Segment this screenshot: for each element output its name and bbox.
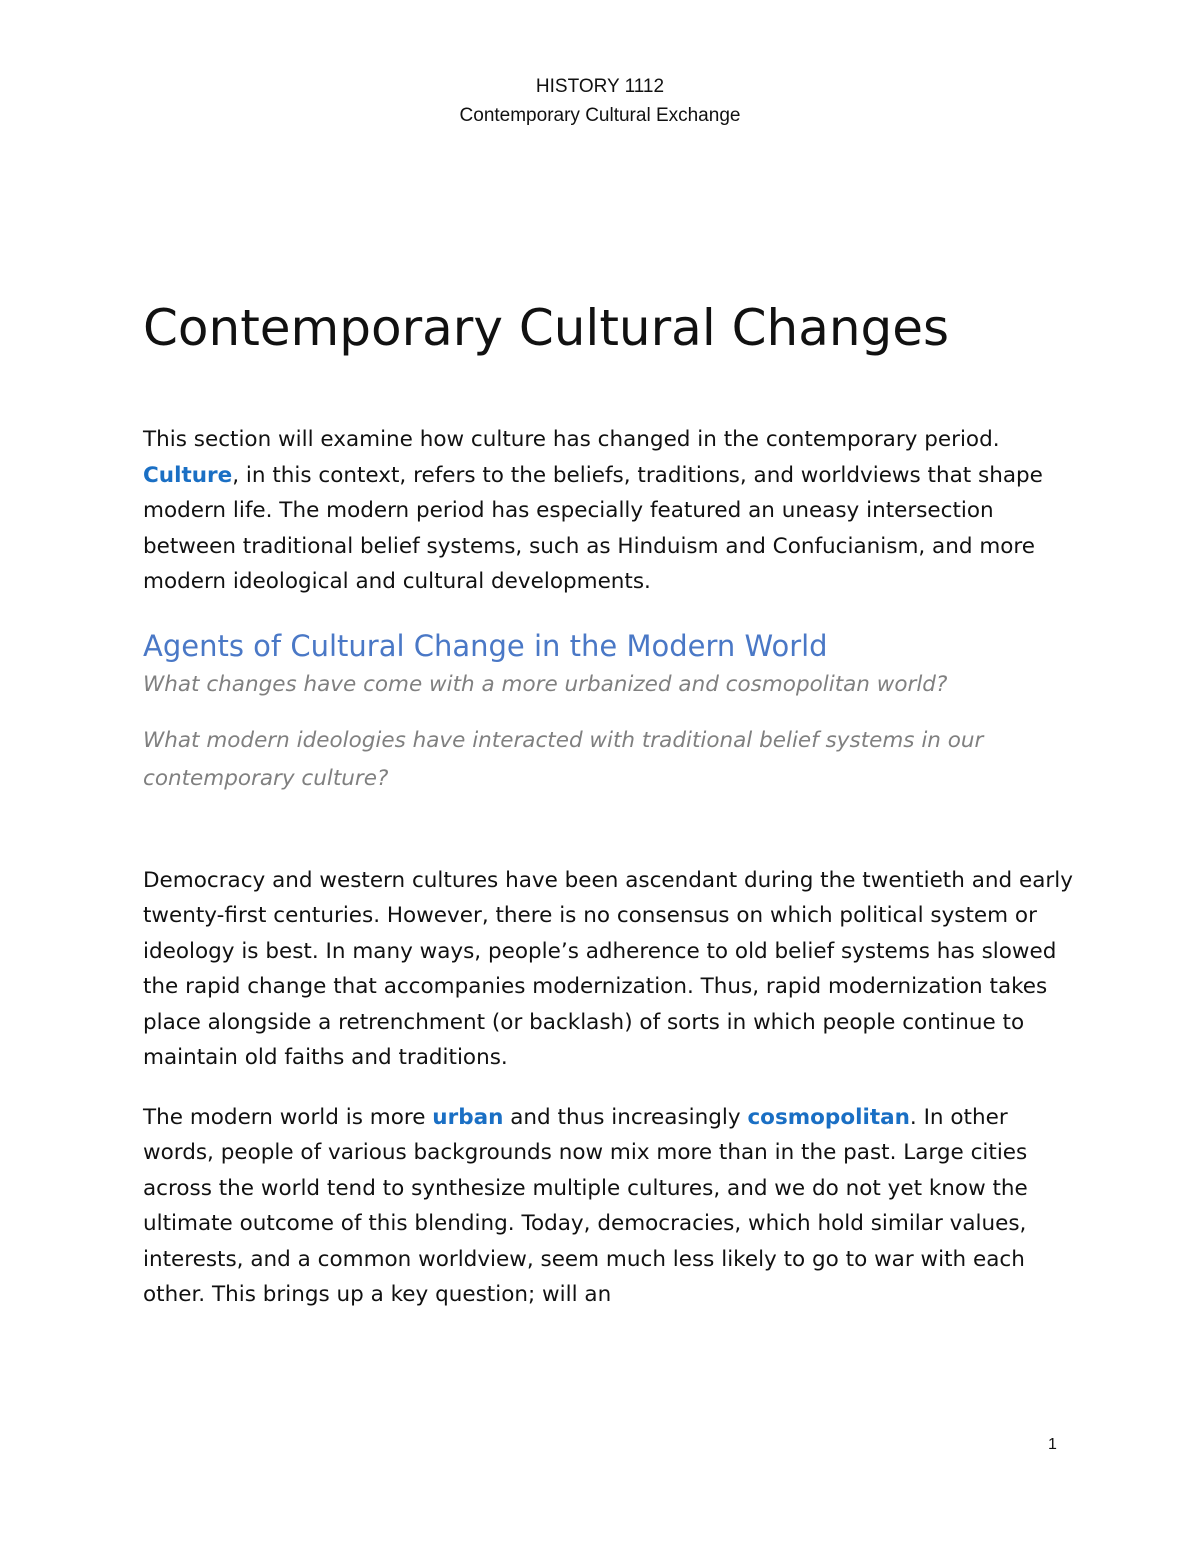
guiding-question-2: What modern ideologies have interacted with traditional belief systems in our contemporary culture?	[143, 727, 984, 791]
term-culture: Culture	[143, 462, 233, 488]
intro-paragraph	[143, 422, 1073, 600]
term-cosmopolitan: cosmopolitan	[747, 1104, 910, 1130]
intro-text-2: , in this context, refers to the beliefs, traditions, and worldviews that shape modern life. The modern period has especially featured an uneasy intersection between traditional belief systems, such as Hinduism and Confucianism, and more modern ideological and cultural developments.	[143, 462, 1043, 594]
page-header	[0, 72, 1200, 130]
page-number: 1	[1048, 1436, 1057, 1453]
body-paragraph-2: Democracy and western cultures have been ascendant during the twentieth and early twenty-first centuries. However, there is no consensus on which political system or ideology is best. In many ways, people’s adherence to old belief systems has slowed the rapid change that accompanies modernization. Thus, rapid modernization takes place alongside a retrenchment (or backlash) of sorts in which people continue to maintain old faiths and traditions.	[143, 867, 1073, 1070]
guiding-question-1: What changes have come with a more urbanized and cosmopolitan world?	[143, 671, 948, 697]
intro-text-1: This section will examine how culture has changed in the contemporary period.	[143, 427, 1000, 452]
document-title: Contemporary Cultural Changes	[143, 299, 950, 357]
p3-text-2: and thus increasingly	[503, 1104, 748, 1130]
course-code: HISTORY 1112	[535, 76, 665, 97]
p3-text-1: The modern world is more	[143, 1104, 433, 1130]
body-paragraph-3	[143, 1100, 1073, 1313]
section-heading: Agents of Cultural Change in the Modern World	[143, 628, 828, 663]
course-subtitle: Contemporary Cultural Exchange	[459, 105, 741, 126]
p3-text-3: . In other words, people of various backgrounds now mix more than in the past. Large cities across the world tend to synthesize multiple cultures, and we do not yet know the ultimate outcome of this blending. Today, democracies, which hold similar values, interests, and a common worldview, seem much less likely to go to war with each other. This brings up a key question; will an	[143, 1104, 1028, 1307]
document-body	[143, 296, 1073, 1313]
term-urban: urban	[432, 1104, 504, 1130]
